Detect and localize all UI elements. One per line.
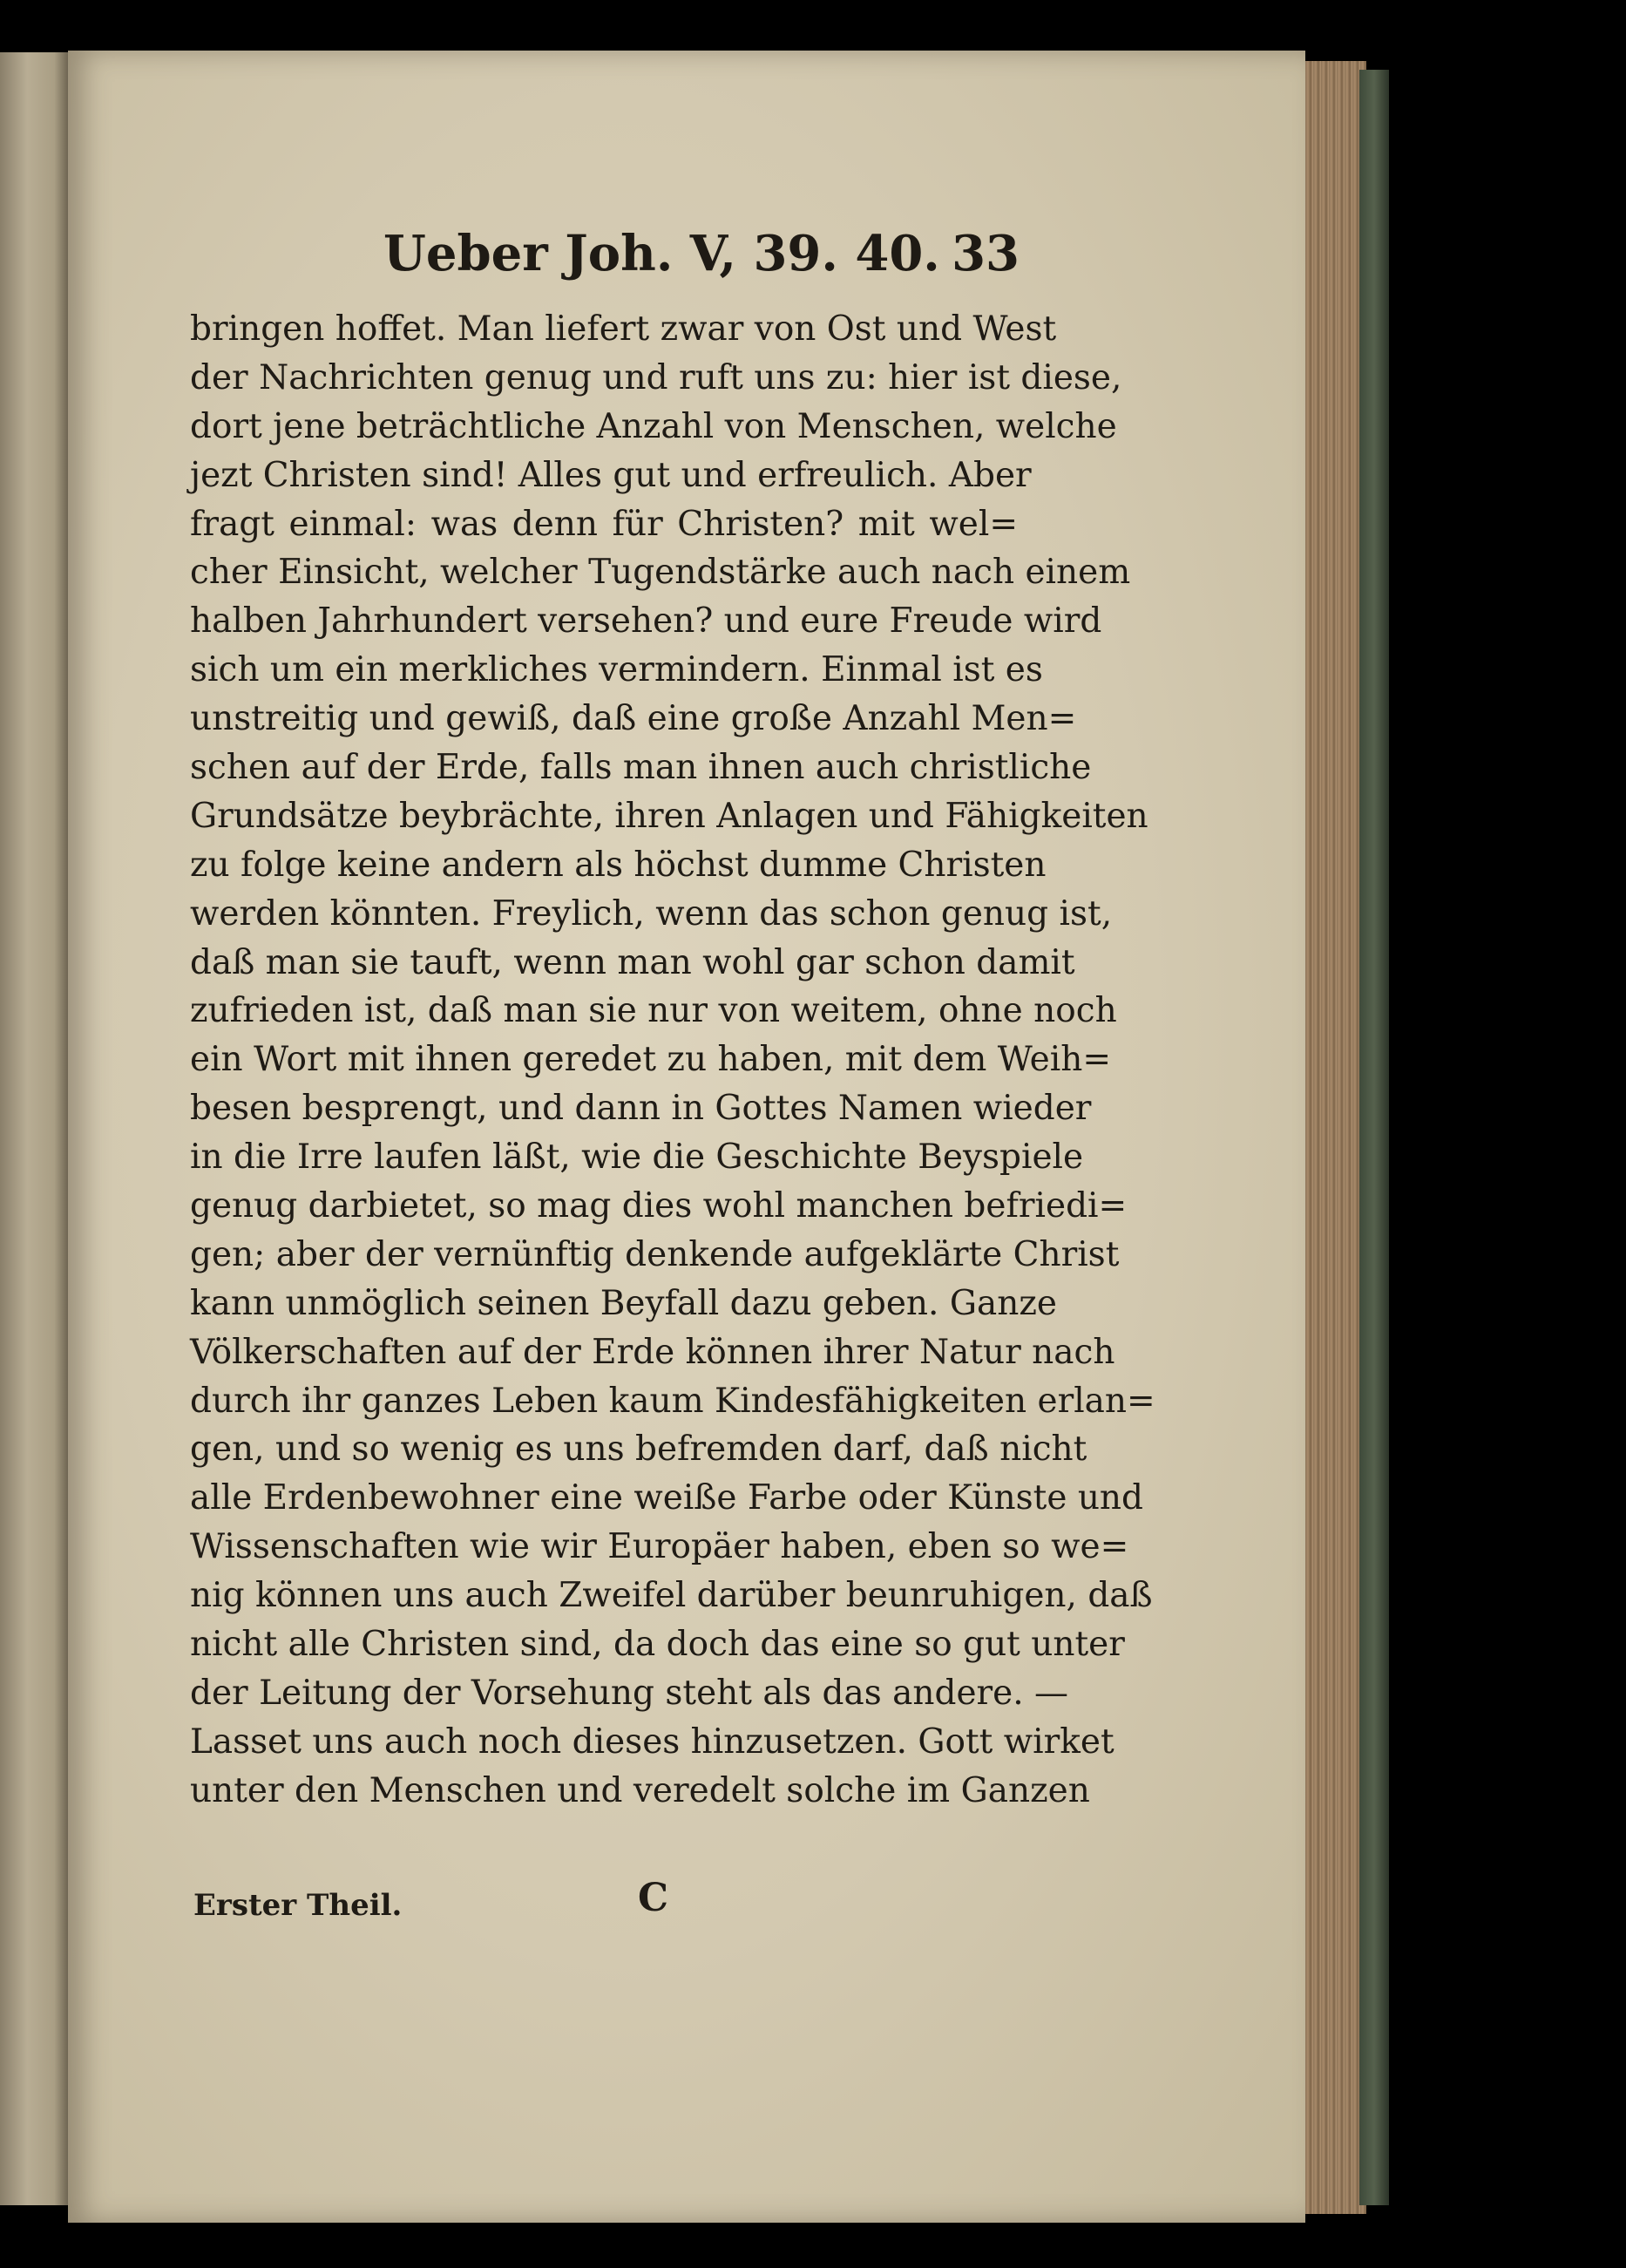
text-line: jezt Christen sind! Alles gut und erfreulich. Aber xyxy=(190,455,1032,495)
text-line: genug darbietet, so mag dies wohl manchen befriedi= xyxy=(190,1186,1128,1226)
page-stack-edge xyxy=(1305,61,1366,2214)
text-line: zu folge keine andern als höchst dumme Christen xyxy=(190,845,1047,885)
signature-letter: C xyxy=(638,1876,669,1920)
book-cover-edge xyxy=(1359,70,1389,2205)
text-line: Grundsätze beybrächte, ihren Anlagen und Fähigkeiten xyxy=(190,796,1148,836)
text-line: unstreitig und gewiß, daß eine große Anzahl Men= xyxy=(190,699,1077,739)
text-line: gen; aber der vernünftig denkende aufgeklärte Christ xyxy=(190,1234,1120,1274)
text-line: der Nachrichten genug und ruft uns zu: hier ist diese, xyxy=(190,357,1122,397)
text-line: unter den Menschen und veredelt solche im Ganzen xyxy=(190,1770,1090,1810)
text-line: zufrieden ist, daß man sie nur von weitem, ohne noch xyxy=(190,991,1117,1031)
signature-mark: Erster Theil. xyxy=(193,1888,403,1923)
text-line: sich um ein merkliches vermindern. Einmal ist es xyxy=(190,650,1043,690)
page-number: 33 xyxy=(952,225,1020,282)
text-line: der Leitung der Vorsehung steht als das andere. — xyxy=(190,1673,1069,1713)
text-line: werden könnten. Freylich, wenn das schon genug ist, xyxy=(190,893,1113,934)
text-line: cher Einsicht, welcher Tugendstärke auch nach einem xyxy=(190,553,1131,593)
text-line: Wissenschaften wie wir Europäer haben, eben so we= xyxy=(190,1527,1129,1567)
text-line: in die Irre laufen läßt, wie die Geschichte Beyspiele xyxy=(190,1137,1084,1178)
text-line: fragt einmal: was denn für Christen? mit wel= xyxy=(190,504,1018,544)
text-line: Lasset uns auch noch dieses hinzusetzen. Gott wirket xyxy=(190,1721,1114,1762)
running-head: Ueber Joh. V, 39. 40. xyxy=(383,225,940,282)
text-line: alle Erdenbewohner eine weiße Farbe oder Künste und xyxy=(190,1478,1144,1518)
body-text xyxy=(190,305,1155,1816)
text-line: daß man sie tauft, wenn man wohl gar schon damit xyxy=(190,942,1075,982)
text-line: nig können uns auch Zweifel darüber beunruhigen, daß xyxy=(190,1576,1153,1616)
text-line: gen, und so wenig es uns befremden darf, daß nicht xyxy=(190,1429,1087,1470)
text-line: dort jene beträchtliche Anzahl von Menschen, welche xyxy=(190,406,1117,446)
text-line: kann unmöglich seinen Beyfall dazu geben. Ganze xyxy=(190,1283,1057,1323)
text-line: Völkerschaften auf der Erde können ihrer Natur nach xyxy=(190,1332,1115,1372)
page-header xyxy=(383,225,1020,286)
text-line: halben Jahrhundert versehen? und eure Freude wird xyxy=(190,601,1102,642)
text-line: nicht alle Christen sind, da doch das eine so gut unter xyxy=(190,1625,1125,1665)
text-line: besen besprengt, und dann in Gottes Namen wieder xyxy=(190,1089,1092,1129)
text-line: schen auf der Erde, falls man ihnen auch christliche xyxy=(190,748,1092,788)
text-line: durch ihr ganzes Leben kaum Kindesfähigkeiten erlan= xyxy=(190,1381,1155,1421)
text-line: ein Wort mit ihnen geredet zu haben, mit dem Weih= xyxy=(190,1040,1111,1080)
left-page-edge xyxy=(0,52,68,2205)
text-line: bringen hoffet. Man liefert zwar von Ost und West xyxy=(190,309,1057,349)
page-footer xyxy=(193,1876,716,1928)
